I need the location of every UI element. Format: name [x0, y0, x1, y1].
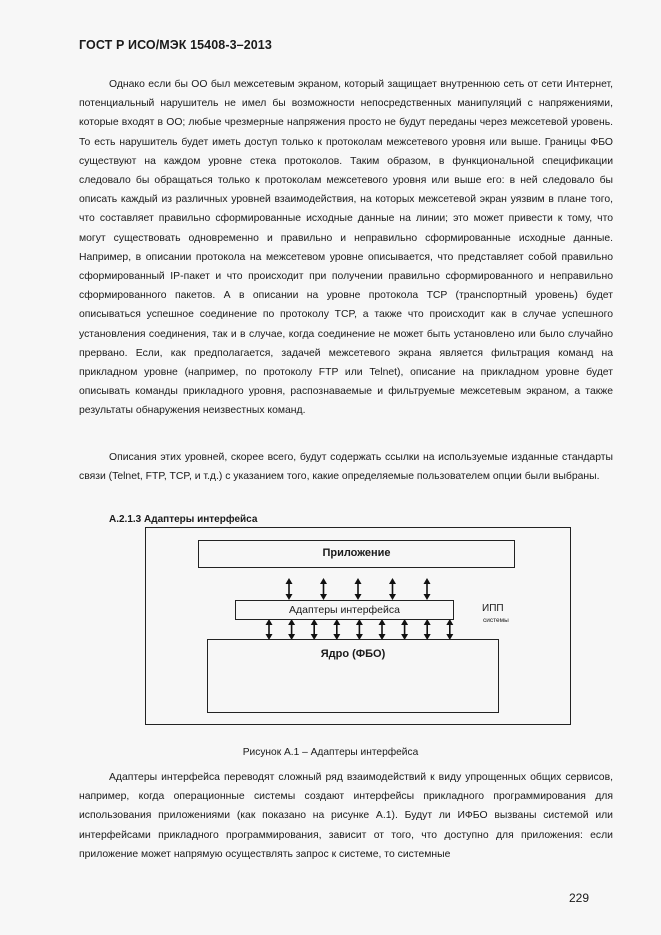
application-box: Приложение [198, 540, 515, 568]
double-arrow-lower [401, 619, 408, 640]
double-arrow-upper [286, 578, 293, 600]
api-label: ИПП [482, 603, 504, 614]
double-arrow-upper [389, 578, 396, 600]
double-arrow-lower [266, 619, 273, 640]
paragraph-protocol-standards [79, 448, 613, 486]
core-label: Ядро (ФБО) [320, 648, 386, 660]
double-arrow-lower [379, 619, 386, 640]
interface-adapters-box: Адаптеры интерфейса [235, 600, 454, 620]
core-tsf-box [207, 639, 499, 713]
double-arrow-upper [355, 578, 362, 600]
double-arrow-upper [424, 578, 431, 600]
paragraph-text: Однако если бы ОО был межсетевым экраном, который защищает внутреннюю сеть от сети Интернет, потенциальный нарушитель не имел бы возможности непосредственных манипуляций с напряжениями, которые входят в ОО; любые чрезмерные напряжения просто не будут переданы через межсетевой уровень. То есть нарушитель будет иметь доступ только к протоколам межсетевого уровня или выше. Границы ФБО существуют на каждом уровне стека протоколов. Таким образом, в функциональной спецификации следовало бы обращаться только к протоколам межсетевого уровня или выше его: в ней следовало бы описать каждый из различных уровней взаимодействия, на которых межсетевой экран уязвим в плане того, что составляет правильно сформированные исходные данные на линии; это может привести к тому, что могут существовать одновременно и правильно и неправильно сформированные исходные данные. Например, в описании протокола на межсетевом уровне описывается, что представляет собой правильно сформированный IP-пакет и что происходит при получении правильно сформированного и неправильно сформированного пакетов. А в описании на уровне протокола TCP (транспортный уровень) будет описываться успешное соединение по протоколу TCP, а также что происходит как в случае успешного установления соединения, так и в случае, когда соединение не может быть установлено или было случайно прервано. Если, как предполагается, задачей межсетевого экрана является фильтрация команд на прикладном уровне (например, по протоколу FTP или Telnet), описание на прикладном уровне будет описывать команды прикладного уровня, распознаваемые и фильтруемые межсетевым экраном, а также результаты обнаружения неизвестных команд. [79, 79, 613, 417]
section-title: А.2.1.3 Адаптеры интерфейса [109, 514, 258, 525]
figure-caption: Рисунок А.1 – Адаптеры интерфейса [242, 747, 419, 758]
api-sub-label: системы [483, 617, 509, 624]
double-arrow-upper [320, 578, 327, 600]
paragraph-adapters-description [79, 768, 613, 864]
page-number: 229 [569, 891, 590, 905]
double-arrow-lower [311, 619, 318, 640]
double-arrow-lower [288, 619, 295, 640]
paragraph-firewall-layers [79, 75, 613, 421]
double-arrow-lower [333, 619, 340, 640]
figure-interface-adapters [145, 527, 571, 725]
double-arrow-lower [356, 619, 363, 640]
paragraph-text: Описания этих уровней, скорее всего, будут содержать ссылки на используемые изданные стандарты связи (Telnet, FTP, TCP, и т.д.) с указанием того, какие определяемые пользователем опции были выбраны. [79, 452, 613, 483]
double-arrow-lower [424, 619, 431, 640]
document-header: ГОСТ Р ИСО/МЭК 15408-3–2013 [79, 38, 272, 52]
paragraph-text: Адаптеры интерфейса переводят сложный ряд взаимодействий к виду упрощенных общих сервисов, например, когда операционные системы создают интерфейсы прикладного программирования для использования приложениями (как показано на рисунке А.1). Будут ли ИФБО вызваны системой или интерфейсами прикладного программирования, зависит от того, что доступно для приложения: если приложение может напрямую осуществлять запрос к системе, то системные [79, 772, 613, 860]
double-arrow-lower [446, 619, 453, 640]
